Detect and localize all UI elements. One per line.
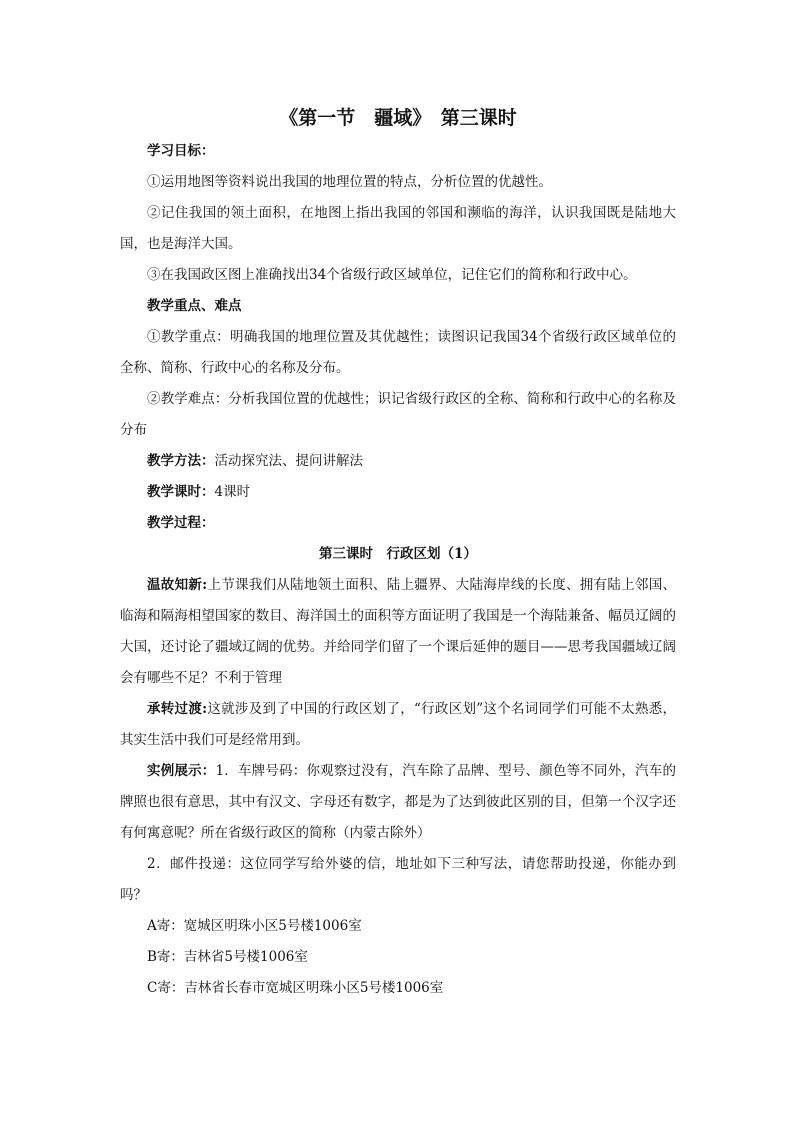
keypoints-heading: 教学重点、难点 xyxy=(147,298,242,314)
review-label: 温故知新: xyxy=(147,577,208,593)
teaching-method-label: 教学方法： xyxy=(147,453,215,469)
document-body xyxy=(120,104,676,1004)
transition-paragraph xyxy=(120,694,676,756)
teaching-method-value: 活动探究法、提问讲解法 xyxy=(214,453,363,469)
transition-text: 这就涉及到了中国的行政区划了，“行政区划”这个名词同学们可能不太熟悉，其实生活中我们可是经常用到。 xyxy=(120,701,677,748)
objective-item-2: ②记住我国的领土面积，在地图上指出我国的邻国和濒临的海洋，认识我国既是陆地大国，也是海洋大国。 xyxy=(120,205,676,252)
document-title: 《第一节 疆域》 第三课时 xyxy=(279,107,517,129)
address-a: A寄：宽城区明珠小区5号楼1006室 xyxy=(147,918,362,934)
mail-paragraph: 2．邮件投递：这位同学写给外婆的信，地址如下三种写法，请您帮助投递，你能办到吗？ xyxy=(120,856,676,903)
section-title: 第三课时 行政区划（1） xyxy=(319,546,477,562)
objective-item-1: ①运用地图等资料说出我国的地理位置的特点，分析位置的优越性。 xyxy=(147,174,552,190)
address-b: B寄：吉林省5号楼1006室 xyxy=(147,949,308,965)
keypoint-item-1: ①教学重点：明确我国的地理位置及其优越性；读图识记我国34个省级行政区域单位的全称、简称、行政中心的名称及分布。 xyxy=(120,329,676,376)
example-label: 实例展示： xyxy=(147,763,216,779)
review-text: 上节课我们从陆地领土面积、陆上疆界、大陆海岸线的长度、拥有陆上邻国、临海和隔海相望国家的数目、海洋国土的面积等方面证明了我国是一个海陆兼备、幅员辽阔的大国，还讨论了疆域辽阔的优势。并给同学们留了一个课后延伸的题目——思考我国疆域辽阔会有哪些不足？不利于管理 xyxy=(120,577,677,686)
objectives-heading: 学习目标： xyxy=(147,143,215,159)
objective-item-3: ③在我国政区图上准确找出34个省级行政区域单位，记住它们的简称和行政中心。 xyxy=(147,267,637,283)
teaching-hours-value: 4课时 xyxy=(214,484,251,500)
teaching-method xyxy=(120,446,676,477)
address-c: C寄：吉林省长春市宽城区明珠小区5号楼1006室 xyxy=(147,980,444,996)
transition-label: 承转过渡: xyxy=(147,701,208,717)
teaching-hours-label: 教学课时： xyxy=(147,484,215,500)
review-paragraph xyxy=(120,570,676,694)
process-heading: 教学过程： xyxy=(147,515,215,531)
example-text: 1．车牌号码：你观察过没有，汽车除了品牌、型号、颜色等不同外，汽车的牌照也很有意思，其中有汉文、字母还有数字，都是为了达到彼此区别的目，但第一个汉字还有何寓意呢？所在省级行政区的简称（内蒙古除外） xyxy=(120,763,677,841)
keypoint-item-2: ②教学难点：分析我国位置的优越性；识记省级行政区的全称、简称和行政中心的名称及分布 xyxy=(120,391,676,438)
example-paragraph xyxy=(120,756,676,849)
teaching-hours xyxy=(120,477,676,508)
